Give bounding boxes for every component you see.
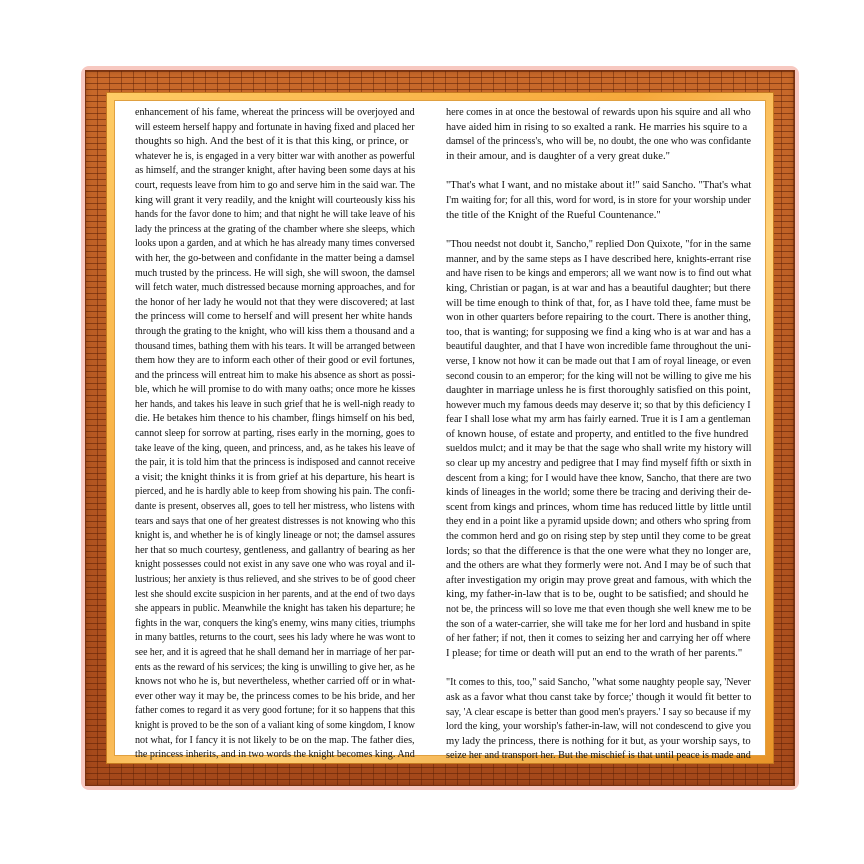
text-line: enhancement of his fame, whereat the princess will be overjoyed and xyxy=(135,107,415,118)
text-line: thousand times, bathing them with his tears. It will be arranged between xyxy=(135,340,416,352)
text-line: she appears in public. Meanwhile the knight has taken his departure; he xyxy=(135,603,416,615)
text-line: will esteem herself happy and fortunate in having fixed and placed her xyxy=(135,121,415,133)
text-line: have aided him in rising to so exalted a rank. He marries his squire to a xyxy=(446,121,748,133)
text-line: in their amour, and is daughter of a very great duke." xyxy=(446,150,670,162)
text-line: ask as a favor what thou canst take by force;' though it would fit better to xyxy=(446,691,752,703)
text-line: and have risen to be kings and emperors; all we want now is to find out what xyxy=(446,268,752,280)
text-line: them how they are to inform each other of their good or evil fortunes, xyxy=(135,355,415,367)
text-line: say, 'A clear escape is better than good men's prayers.' I say so because if my xyxy=(446,706,751,718)
text-line: dante is present, observes all, goes to tell her mistress, who listens with xyxy=(135,501,415,513)
text-line: not be, the princess will so love me that even though she well knew me to be xyxy=(446,604,752,615)
text-line: "That's what I want, and no mistake about it!" said Sancho. "That's what xyxy=(446,180,752,192)
paragraph xyxy=(446,676,751,764)
text-line: damsel of the princess's, who will be, no doubt, the one who was confidante xyxy=(446,136,752,148)
text-line: descent from a king; for I would have thee know, Sancho, that there are two xyxy=(446,472,752,484)
text-line: her that so much courtesy, gentleness, and gallantry of bearing as her xyxy=(135,544,416,556)
text-line: lady the princess at the grating of the chamber where she sleeps, which xyxy=(135,223,415,235)
text-line: seize her and transport her. But the mischief is that until peace is made and xyxy=(446,750,751,762)
text-line: however much my famous deeds may deserve it; so that by this deficiency I xyxy=(446,399,751,411)
text-line: scent from kings and princes, whom time has reduced little by little until xyxy=(446,501,752,513)
text-line: of her father; if not, then it comes to seizing her and carrying her off where xyxy=(446,633,751,645)
text-line: "Thou needst not doubt it, Sancho," replied Don Quixote, "for in the same xyxy=(446,239,751,251)
text-line: king, Christian or pagan, is at war and has a beautiful daughter; but there xyxy=(446,282,751,294)
book-page xyxy=(114,100,766,762)
paragraph xyxy=(446,179,751,223)
text-line: will fetch water, much distressed because morning approaches, and for xyxy=(135,282,415,294)
text-line: verse, I know not how it can be made out that I am of royal lineage, or even xyxy=(446,355,751,367)
text-line: not what, for I fancy it is not likely to be on the map. The father dies, xyxy=(135,734,415,746)
text-line: I'm waiting for; for all this, word for word, is in store for your worship under xyxy=(446,194,751,206)
text-line: much trusted by the princess. He will sigh, she will swoon, the damsel xyxy=(135,267,416,279)
text-line: lord the king, your worship's father-in-law, will not condescend to give you xyxy=(446,721,752,733)
text-line: fights in the war, conquers the king's enemy, wins many cities, triumphs xyxy=(135,617,416,629)
text-line: in many battles, returns to the court, sees his lady where he was wont to xyxy=(135,632,416,644)
text-line: cannot sleep for sorrow at parting, rises early in the morning, goes to xyxy=(135,428,415,440)
text-line: hands for the favor done to him; and that night he will take leave of his xyxy=(135,209,415,221)
text-line: die. He betakes him thence to his chamber, flings himself on his bed, xyxy=(135,413,415,425)
text-line: the common herd and go on rising step by step until they come to be great xyxy=(446,531,751,543)
text-line: knows not who he is, but nevertheless, whether carried off or in what- xyxy=(135,676,416,688)
text-line: ents as the reward of his services; the king is unwilling to give her, as he xyxy=(135,661,415,673)
text-line: king will grant it very readily, and the knight will courteously kiss his xyxy=(135,194,416,206)
text-line: knight possesses could not exist in any save one who was royal and il- xyxy=(135,559,416,571)
text-line: thoughts so high. And the best of it is that this king, or prince, or xyxy=(135,136,409,148)
text-line: and the others are what they formerly were not. And I may be of such that xyxy=(446,560,752,572)
text-line: sueldos mulct; and it may be that the sage who shall write my history will xyxy=(446,443,752,455)
text-line: her hands, and takes his leave in such grief that he is well-nigh ready to xyxy=(135,398,415,410)
text-line: the honor of her lady he would not that they were discovered; at last xyxy=(135,296,415,308)
text-line: fear I shall lose what my arm has fairly earned. True it is I am a gentleman xyxy=(446,414,751,426)
text-line: here comes in at once the bestowal of rewards upon his squire and all who xyxy=(446,107,751,118)
text-line: they end in a point like a pyramid upside down; and others who spring from xyxy=(446,516,751,528)
text-line: second cousin to an emperor; for the king will not be willing to give me his xyxy=(446,370,752,382)
text-line: looks upon a garden, and at which he has already many times conversed xyxy=(135,238,415,250)
text-line: whatever he is, is engaged in a very bitter war with another as powerful xyxy=(135,150,416,162)
text-line: the princess will come to herself and will present her white hands xyxy=(135,311,413,323)
text-line: the son of a water-carrier, she will take me for her lord and husband in spite xyxy=(446,618,751,630)
text-line: king, my father-in-law that is to be, ought to be satisfied; and should he xyxy=(446,589,749,601)
text-line: after investigation my origin may prove great and famous, with which the xyxy=(446,574,752,586)
text-line: lords; so that the difference is that the one were what they no longer are, xyxy=(446,545,752,557)
text-line: ever other way it may be, the princess comes to be his bride, and her xyxy=(135,690,416,702)
text-line: lustrious; her anxiety is thus relieved, and she strives to be of good cheer xyxy=(135,574,416,585)
text-line: knight is, and whether he is of kingly lineage or not; the damsel assures xyxy=(135,530,416,542)
text-line: my lady the princess, there is nothing for it but, as your worship says, to xyxy=(446,735,751,747)
text-line: ble, which he will promise to do with many oaths; once more he kisses xyxy=(135,384,416,396)
text-line: the pair, it is told him that the princess is indisposed and cannot receive xyxy=(135,457,416,469)
text-line: beautiful daughter, and that I have won incredible fame throughout the uni- xyxy=(446,341,752,353)
text-line: of known house, of estate and property, and entitled to the five hundred xyxy=(446,428,749,440)
text-line: court, requests leave from him to go and serve him in the said war. The xyxy=(135,179,416,191)
right-text-column xyxy=(446,106,751,764)
left-text-column xyxy=(135,106,415,763)
text-line: knight is proved to be the son of a valiant king of some kingdom, I know xyxy=(135,719,415,731)
text-line: and the princess will entreat him to make his absence as short as possi- xyxy=(135,369,416,381)
text-line: see her, and it is agreed that he shall demand her in marriage of her par- xyxy=(135,646,415,658)
text-line: tears and says that one of her greatest distresses is not knowing who this xyxy=(135,515,416,527)
text-line: will be time enough to think of that, for, as I have told thee, fame must be xyxy=(446,297,751,309)
text-line: so clear up my ancestry and pedigree that I may find myself fifth or sixth in xyxy=(446,458,752,470)
text-line: the princess inherits, and in two words the knight becomes king. And xyxy=(135,749,415,761)
paragraph xyxy=(446,106,751,164)
text-line: daughter in marriage unless he is first thoroughly satisfied on this point, xyxy=(446,385,751,397)
text-line: I please; for time or death will put an end to the wrath of her parents." xyxy=(446,647,743,659)
text-line: "It comes to this, too," said Sancho, "what some naughty people say, 'Never xyxy=(446,677,751,689)
text-line: through the grating to the knight, who will kiss them a thousand and a xyxy=(135,325,415,337)
paragraph xyxy=(446,238,751,661)
text-line: the title of the Knight of the Rueful Countenance." xyxy=(446,209,661,221)
text-line: pierced, and he is hardly able to keep from showing his pain. The confi- xyxy=(135,486,415,498)
text-line: won in other quarters before repairing to the court. There is another thing, xyxy=(446,312,751,324)
text-line: as himself, and the stranger knight, after having been some days at his xyxy=(135,165,416,177)
text-line: too, that is wanting; for supposing we find a king who is at war and has a xyxy=(446,326,751,338)
text-line: lest she should excite suspicion in her parents, and at the end of two days xyxy=(135,588,415,600)
text-line: father comes to regard it as very good fortune; for it so happens that this xyxy=(135,705,415,717)
text-line: manner, and by the same steps as I have described here, knights-errant rise xyxy=(446,253,752,265)
text-line: kinds of lineages in the world; some there be tracing and deriving their de- xyxy=(446,487,752,499)
text-line: take leave of the king, queen, and princess, and, as he takes his leave of xyxy=(135,442,416,454)
text-line: a visit; the knight thinks it is from grief at his departure, his heart is xyxy=(135,471,415,483)
text-line: with her, the go-between and confidante in the matter being a damsel xyxy=(135,252,415,264)
